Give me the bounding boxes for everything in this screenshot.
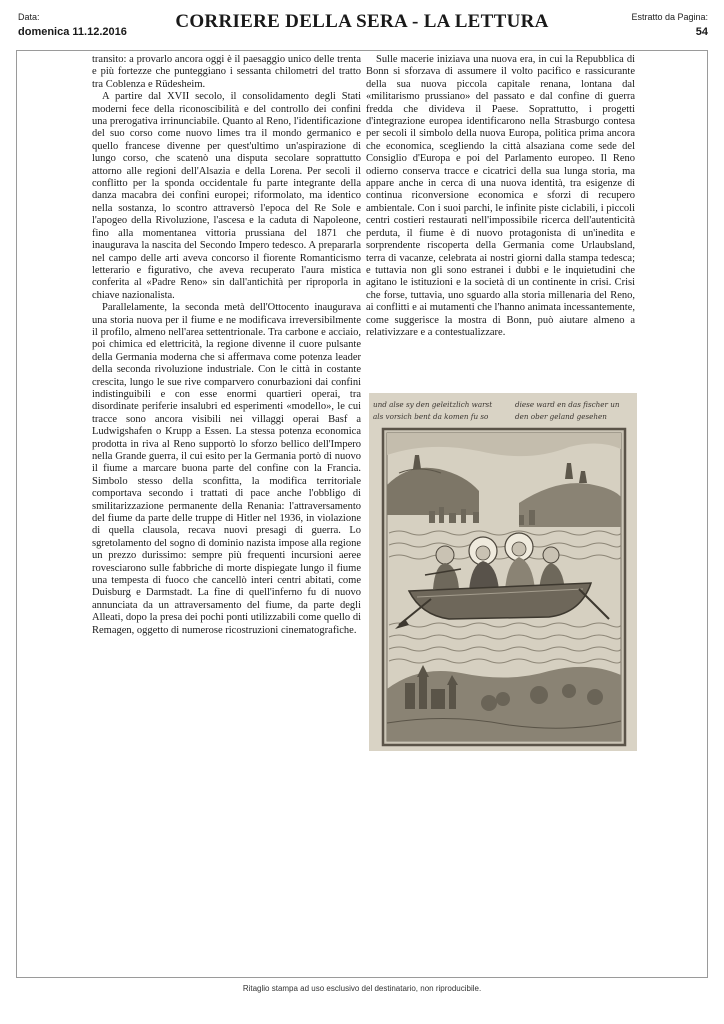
- illustration-caption-left-2: als vorsich bent da komen fu so: [373, 412, 489, 421]
- illustration-caption-right-2: den ober geland gesehen: [515, 412, 607, 421]
- illustration-caption-left-1: und alse sy den geleitzlich warst: [373, 400, 493, 409]
- article-column-right: [366, 54, 635, 339]
- manuscript-illustration: [369, 393, 637, 751]
- header-page-block: [631, 12, 708, 38]
- copyright-notice: Ritaglio stampa ad uso esclusivo del destinatario, non riproducibile.: [242, 984, 482, 993]
- newspaper-title: CORRIERE DELLA SERA - LA LETTURA: [175, 11, 549, 32]
- illustration-image: [369, 393, 637, 751]
- publication-date: domenica 11.12.2016: [18, 26, 127, 38]
- page-number: 54: [695, 26, 708, 38]
- article-column-left: [92, 54, 361, 637]
- paragraph: Sulle macerie iniziava una nuova era, in cui la Repubblica di Bonn si sforzava di assumere il volto pacifico e rassicurante della sua nuova piccola capitale renana, lontana dal «militarismo prussiano» del passato e dal confine di guerra fredda che divideva il Paese. Soprattutto, i progetti d'integrazione europea identificarono nella Strasburgo contesa per secoli il simbolo della nuova Europa, politica prima ancora che economica, scegliendo la città alsaziana come sede del Consiglio d'Europa e poi del Parlamento europeo. Il Reno odierno conserva tracce e cicatrici della sua lunga storia, ma appare anche in cerca di una nuova identità, tra esigenze di continua riconversione economica e sforzi di recupero ambientale. Con i suoi parchi, le infinite piste ciclabili, i piccoli centri costieri restaurati nell'impossibile ricerca dell'autenticità perduta, il fiume è di nuovo protagonista di un'inedita e sorprendente riscoperta della Germania come Urlaubsland, terra di vacanze, celebrata ai nostri giorni dalla stampa tedesca; e tuttavia non gli sono estranei i dubbi e le inquietudini che agitano le istituzioni e la società di un continente in crisi. Crisi che forse, tuttavia, uno sguardo alla storia millenaria del Reno, ai conflitti e ai mutamenti che l'hanno animata incessantemente, come suggerisce la mostra di Bonn, può aiutare almeno a relativizzare e a contestualizzare.: [366, 54, 635, 338]
- page-label: Estratto da Pagina:: [631, 12, 708, 22]
- paragraph: Parallelamente, la seconda metà dell'Ottocento inaugurava una storia nuova per il fiume e ne modificava irreversibilmente il profilo, almeno nell'area settentrionale. Tra carbone e acciaio, poi chimica ed elettricità, la regione divenne il cuore pulsante della Germania moderna che si affermava come potenza leader della seconda rivoluzione industriale. Con le città in costante crescita, lungo le sue rive comparvero conurbazioni dai confini indistinguibili e con esse enormi quartieri operai, tra disordinate periferie insalubri ed esperimenti «modello», le cui tracce sono ancora visibili nei villaggi operai Basf a Ludwigshafen o Krupp a Essen. La stessa potenza economica prodotta in riva al Reno supportò lo sforzo bellico dell'Impero nella Grande guerra, il cui esito per la Germania portò di nuovo il fiume a marcare buona parte del confine con la Francia. Simbolo stesso della sconfitta, la modifica territoriale comportava secondo i trattati di pace anche l'obbligo di smilitarizzazione permanente della Renania: l'attraversamento del fiume da parte delle truppe di Hitler nel 1936, in violazione di quella clausola, recava nuovi presagi di guerra. Lo sgretolamento del sogno di dominio nazista impose alla regione un prezzo durissimo: sempre più frequenti incursioni aeree rovesciarono sulle fabbriche di morte dispiegate lungo il fiume una tempesta di fuoco che cancellò interi centri abitati, come Duisburg e Darmstadt. La fine di quell'inferno fu di nuovo annunciata da un attraversamento del fiume, da parte degli Alleati, dopo la presa dei pochi ponti utilizzabili come quello di Remagen, oggetto di numerose ricostruzioni cinematografiche.: [92, 302, 361, 636]
- illustration-caption-right-1: diese ward en das fischer un: [515, 400, 620, 409]
- paragraph: transito: a provarlo ancora oggi è il paesaggio unico delle trenta e più fortezze che punteggiano i sessanta chilometri del tratto tra Coblenza e Rüdesheim.: [92, 54, 361, 90]
- paragraph: A partire dal XVII secolo, il consolidamento degli Stati moderni fece della riconoscibilità e del controllo dei confini una prerogativa irrinunciabile. Quanto al Reno, l'identificazione del suo corso come nuovo limes tra il mondo germanico e quello francese divenne per quest'ultimo un'aspirazione di lungo corso, che scatenò una disputa secolare soprattutto attorno alle regioni dell'Alsazia e della Lorena. Per secoli il conflitto per la sponda occidentale fu parte integrante della danza macabra dei confini europei; riformolato, ma identico nella sostanza, lo scontro attraversò l'epoca del Re Sole e l'apogeo della Rivoluzione, l'ascesa e la caduta di Napoleone, fino alla momentanea vittoria prussiana del 1871 che inaugurava la nascita del Secondo Impero tedesco. A prepararla nel campo delle arti aveva concorso il fiorente Romanticismo letterario e figurativo, che aveva recuperato l'aura mistica conferita al «Padre Reno» sin dall'antichità per riproporla in chiave nazionalista.: [92, 91, 361, 301]
- date-label: Data:: [18, 12, 40, 22]
